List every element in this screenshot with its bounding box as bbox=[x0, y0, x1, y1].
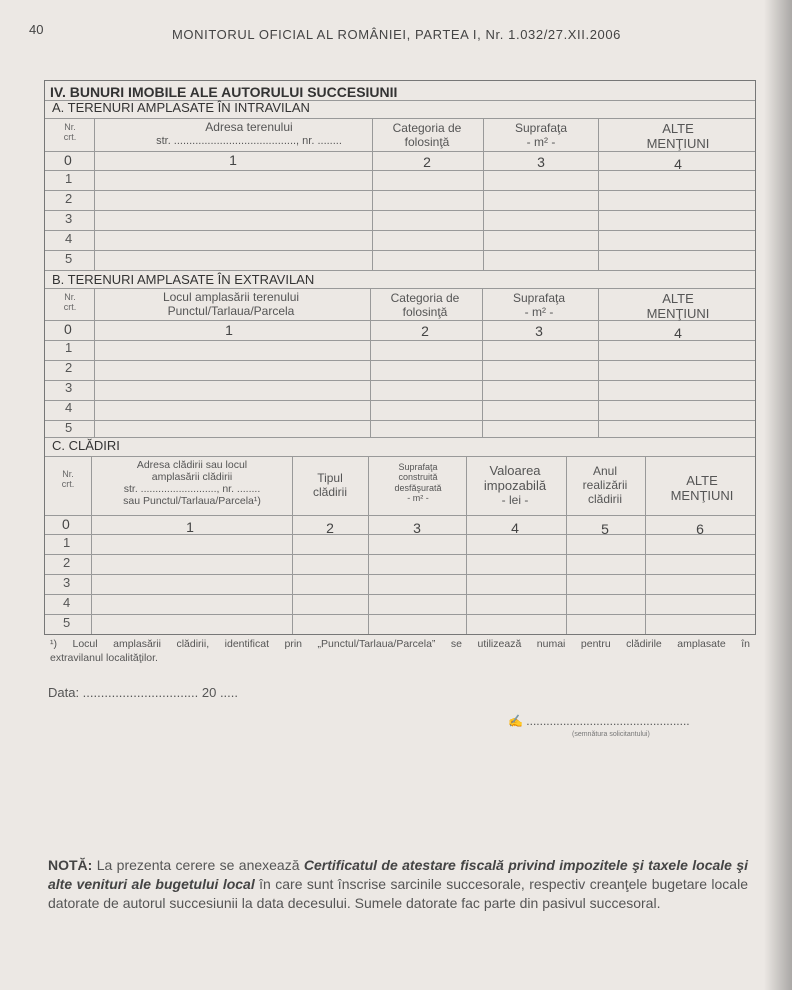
section-b-row-number: 1 bbox=[65, 340, 73, 355]
section-b-nr-header: Nr. crt. bbox=[63, 292, 77, 313]
section-a-nr-header: Nr. crt. bbox=[63, 122, 77, 143]
section-a-row-number: 2 bbox=[65, 191, 73, 206]
table-column-rule bbox=[94, 288, 95, 437]
nota-paragraph bbox=[48, 856, 748, 913]
section-c-title: C. CLĂDIRI bbox=[52, 438, 120, 453]
table-rule bbox=[45, 288, 755, 289]
section-a-address-header: Adresa terenului str. ........................................, nr. ........ bbox=[156, 120, 342, 147]
section-b-row-number: 3 bbox=[65, 380, 73, 395]
section-a-row-number: 1 bbox=[65, 171, 73, 186]
table-rule bbox=[45, 118, 755, 119]
section-c-row-number: 5 bbox=[63, 615, 71, 630]
section-a-index: 1 bbox=[229, 152, 237, 168]
section-b-index: 2 bbox=[421, 323, 429, 339]
section-c-index: 0 bbox=[62, 516, 70, 532]
table-rule bbox=[45, 534, 755, 535]
table-rule bbox=[45, 340, 755, 341]
form-title: IV. BUNURI IMOBILE ALE AUTORULUI SUCCESIUNII bbox=[50, 84, 398, 100]
section-b-row-number: 2 bbox=[65, 360, 73, 375]
table-column-rule bbox=[372, 118, 373, 270]
table-column-rule bbox=[94, 118, 95, 270]
section-c-nr-header: Nr. crt. bbox=[61, 469, 75, 490]
table-rule bbox=[45, 250, 755, 251]
table-column-rule bbox=[598, 288, 599, 437]
section-c-index: 1 bbox=[186, 519, 194, 535]
section-b-other-header: ALTE MENŢIUNI bbox=[646, 291, 710, 321]
table-rule bbox=[45, 400, 755, 401]
form-table bbox=[44, 80, 756, 635]
table-rule bbox=[45, 210, 755, 211]
table-rule bbox=[45, 170, 755, 171]
signature-line[interactable]: ✍ ................................................. bbox=[508, 714, 690, 728]
section-a-row-number: 5 bbox=[65, 251, 73, 266]
section-a-title: A. TERENURI AMPLASATE ÎN INTRAVILAN bbox=[52, 100, 310, 115]
section-b-row-number: 4 bbox=[65, 400, 73, 415]
section-c-row-number: 3 bbox=[63, 575, 71, 590]
table-column-rule bbox=[292, 456, 293, 634]
table-column-rule bbox=[483, 118, 484, 270]
section-a-index: 4 bbox=[674, 156, 682, 172]
section-a-other-header: ALTE MENŢIUNI bbox=[646, 121, 710, 151]
section-b-index: 3 bbox=[535, 323, 543, 339]
page-number: 40 bbox=[29, 22, 44, 37]
section-b-title: B. TERENURI AMPLASATE ÎN EXTRAVILAN bbox=[52, 272, 315, 287]
section-c-index: 2 bbox=[326, 520, 334, 536]
scan-shadow bbox=[764, 0, 792, 990]
section-c-index: 4 bbox=[511, 520, 519, 536]
table-column-rule bbox=[566, 456, 567, 634]
section-b-index: 0 bbox=[64, 321, 72, 337]
table-column-rule bbox=[370, 288, 371, 437]
section-c-index: 3 bbox=[413, 520, 421, 536]
section-c-index: 6 bbox=[696, 521, 704, 537]
table-rule bbox=[45, 420, 755, 421]
nota-certificate-name: Certificatul de atestare fiscală privind impozitele şi taxele locale şi alte venituri ale bugetului local bbox=[48, 857, 749, 892]
table-column-rule bbox=[91, 456, 92, 634]
table-column-rule bbox=[482, 288, 483, 437]
section-b-row-number: 5 bbox=[65, 420, 73, 435]
section-a-index: 2 bbox=[423, 154, 431, 170]
section-b-index: 4 bbox=[674, 325, 682, 341]
table-rule bbox=[45, 456, 755, 457]
section-c-row-number: 2 bbox=[63, 555, 71, 570]
table-column-rule bbox=[368, 456, 369, 634]
table-rule bbox=[45, 437, 755, 438]
section-c-year-header: Anul realizării clădirii bbox=[582, 464, 628, 506]
section-c-row-number: 4 bbox=[63, 595, 71, 610]
nota-text-1: La prezenta cerere se anexează bbox=[92, 857, 304, 873]
section-a-category-header: Categoria de folosinţă bbox=[392, 121, 462, 149]
table-rule bbox=[45, 574, 755, 575]
section-c-index: 5 bbox=[601, 521, 609, 537]
section-c-type-header: Tipul clădirii bbox=[312, 471, 348, 499]
table-column-rule bbox=[466, 456, 467, 634]
section-b-category-header: Categoria de folosinţă bbox=[390, 291, 460, 319]
nota-label: NOTĂ: bbox=[48, 857, 93, 873]
table-rule bbox=[45, 594, 755, 595]
table-rule bbox=[45, 190, 755, 191]
table-rule bbox=[45, 380, 755, 381]
table-rule bbox=[45, 230, 755, 231]
section-a-area-header: Suprafaţa - m² - bbox=[514, 121, 568, 149]
footnote-line-2: extravilanul localităţilor. bbox=[50, 652, 158, 664]
section-a-row-number: 3 bbox=[65, 211, 73, 226]
table-rule bbox=[45, 360, 755, 361]
page-header: MONITORUL OFICIAL AL ROMÂNIEI, PARTEA I, Nr. 1.032/27.XII.2006 bbox=[172, 27, 622, 42]
table-rule bbox=[45, 554, 755, 555]
section-b-location-header: Locul amplasării terenului Punctul/Tarlaua/Parcela bbox=[162, 290, 300, 318]
section-b-index: 1 bbox=[225, 322, 233, 338]
table-rule bbox=[45, 614, 755, 615]
section-a-row-number: 4 bbox=[65, 231, 73, 246]
table-column-rule bbox=[645, 456, 646, 634]
section-c-address-header: Adresa clădirii sau locul amplasării clădirii str. .........................., nr. ........ sau Punctul/Tarlaua/Parcela¹) bbox=[123, 459, 261, 508]
table-rule bbox=[45, 515, 755, 516]
date-field[interactable]: Data: ................................ 20 ..... bbox=[48, 685, 239, 700]
footnote-line-1: ¹) Locul amplasării clădirii, identificat prin „Punctul/Tarlaua/Parcela” se utilizează numai pentru clădirile amplasate în bbox=[50, 638, 750, 650]
nota-text-2: în care sunt înscrise sarcinile succesorale, respectiv creanţele bugetare locale datorate de autorul succesiunii la data decesului. Sumele datorate fac parte din pasivul succesoral. bbox=[48, 876, 748, 911]
section-c-built-area-header: Suprafaţa construită desfăşurată - m² - bbox=[394, 462, 442, 504]
section-c-other-header: ALTE MENŢIUNI bbox=[670, 473, 734, 503]
table-rule bbox=[45, 270, 755, 271]
section-c-row-number: 1 bbox=[63, 535, 71, 550]
section-a-index: 3 bbox=[537, 154, 545, 170]
table-column-rule bbox=[598, 118, 599, 270]
section-c-value-header: Valoarea impozabilă - lei - bbox=[483, 463, 547, 507]
section-a-index: 0 bbox=[64, 152, 72, 168]
signature-caption: (semnătura solicitantului) bbox=[572, 731, 650, 738]
section-b-area-header: Suprafaţa - m² - bbox=[512, 291, 566, 319]
